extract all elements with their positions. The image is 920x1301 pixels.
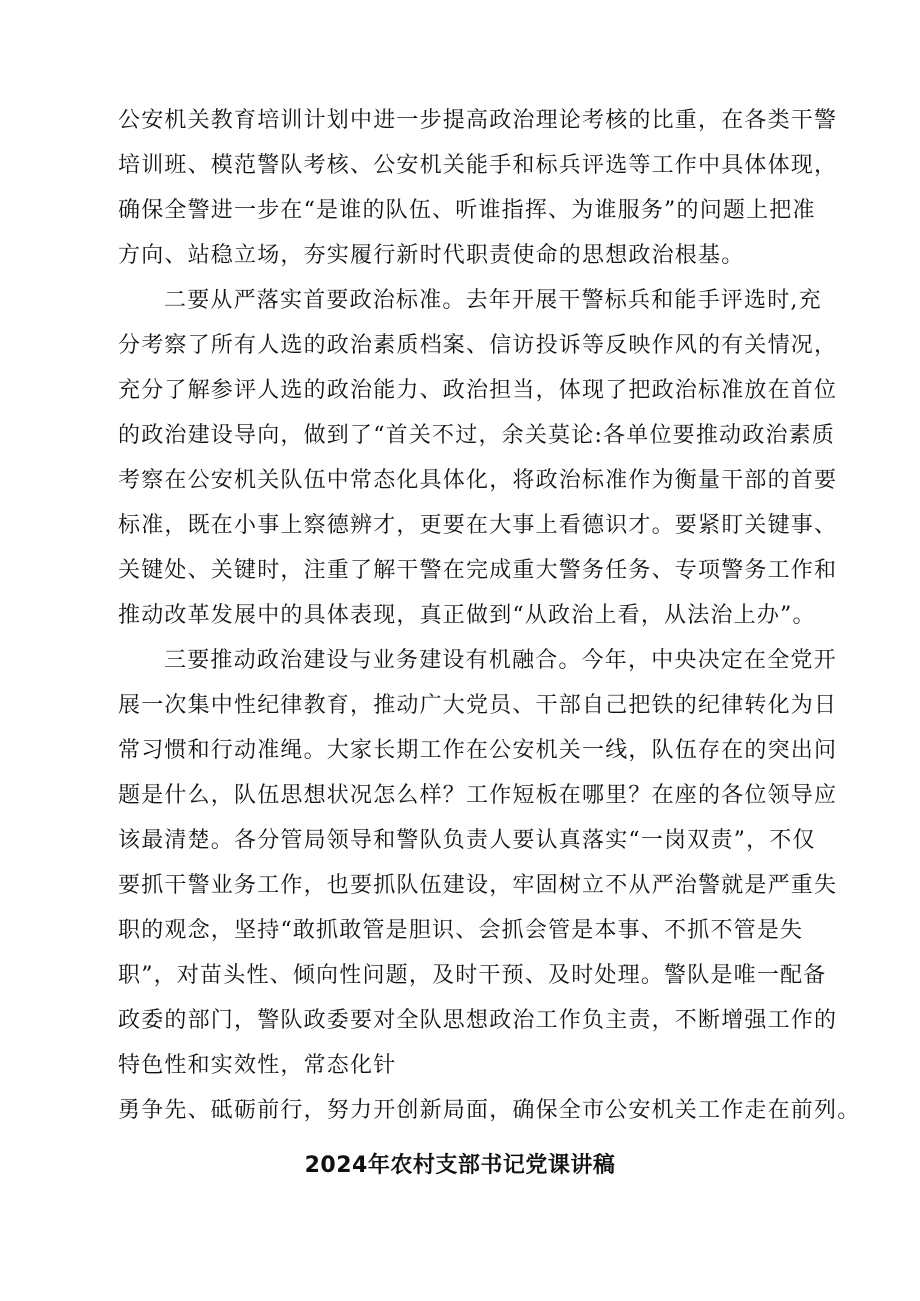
text-line-1: 公安机关教育培训计划中进一步提高政治理论考核的比重，在各类干警 [118, 108, 838, 133]
text-line-14: 展一次集中性纪律教育，推动广大党员、干部自己把铁的纪律转化为日 [118, 693, 838, 718]
text-line-6: 分考察了所有人选的政治素质档案、信访投诉等反映作风的有关情况， [118, 333, 838, 358]
text-line-10: 标准，既在小事上察德辨才，更要在大事上看德识才。要紧盯关键事、 [118, 513, 838, 538]
text-line-3: 确保全警进一步在“是谁的队伍、听谁指挥、为谁服务”的问题上把准 [118, 198, 816, 223]
text-line-20: 职”，对苗头性、倾向性问题，及时干预、及时处理。警队是唯一配备 [118, 963, 827, 988]
text-line-22: 特色性和实效性，常态化针 [118, 1053, 397, 1078]
text-line-9: 考察在公安机关队伍中常态化具体化，将政治标准作为衡量干部的首要 [118, 468, 838, 493]
text-line-5: 二要从严落实首要政治标准。去年开展干警标兵和能手评选时,充 [164, 288, 822, 313]
text-line-19: 职的观念，坚持“敢抓敢管是胆识、会抓会管是本事、不抓不管是失 [118, 918, 804, 943]
text-line-13: 三要推动政治建设与业务建设有机融合。今年，中央决定在全党开 [164, 648, 837, 673]
text-line-16: 题是什么，队伍思想状况怎么样？工作短板在哪里？在座的各位领导应 [118, 783, 838, 808]
text-line-2: 培训班、模范警队考核、公安机关能手和标兵评选等工作中具体体现， [118, 153, 838, 178]
text-line-8: 的政治建设导向，做到了“首关不过，余关莫论:各单位要推动政治素质 [118, 423, 836, 448]
document-title: 2024年农村支部书记党课讲稿 [304, 1153, 616, 1178]
text-line-4: 方向、站稳立场，夯实履行新时代职责使命的思想政治根基。 [118, 243, 745, 268]
text-line-15: 常习惯和行动准绳。大家长期工作在公安机关一线，队伍存在的突出问 [118, 738, 838, 763]
text-line-11: 关键处、关键时，注重了解干警在完成重大警务任务、专项警务工作和 [118, 558, 838, 583]
text-line-12: 推动改革发展中的具体表现，真正做到“从政治上看，从法治上办”。 [118, 603, 816, 628]
document-body [118, 98, 861, 1133]
text-line-23: 勇争先、砥砺前行，努力开创新局面，确保全市公安机关工作走在前列。 [118, 1098, 861, 1123]
text-line-18: 要抓干警业务工作，也要抓队伍建设，牢固树立不从严治警就是严重失 [118, 873, 838, 898]
text-line-21: 政委的部门，警队政委要对全队思想政治工作负主责，不断增强工作的 [118, 1008, 838, 1033]
text-line-17: 该最清楚。各分管局领导和警队负责人要认真落实“一岗双责”，不仅 [118, 828, 816, 853]
text-line-7: 充分了解参评人选的政治能力、政治担当，体现了把政治标准放在首位 [118, 378, 838, 403]
